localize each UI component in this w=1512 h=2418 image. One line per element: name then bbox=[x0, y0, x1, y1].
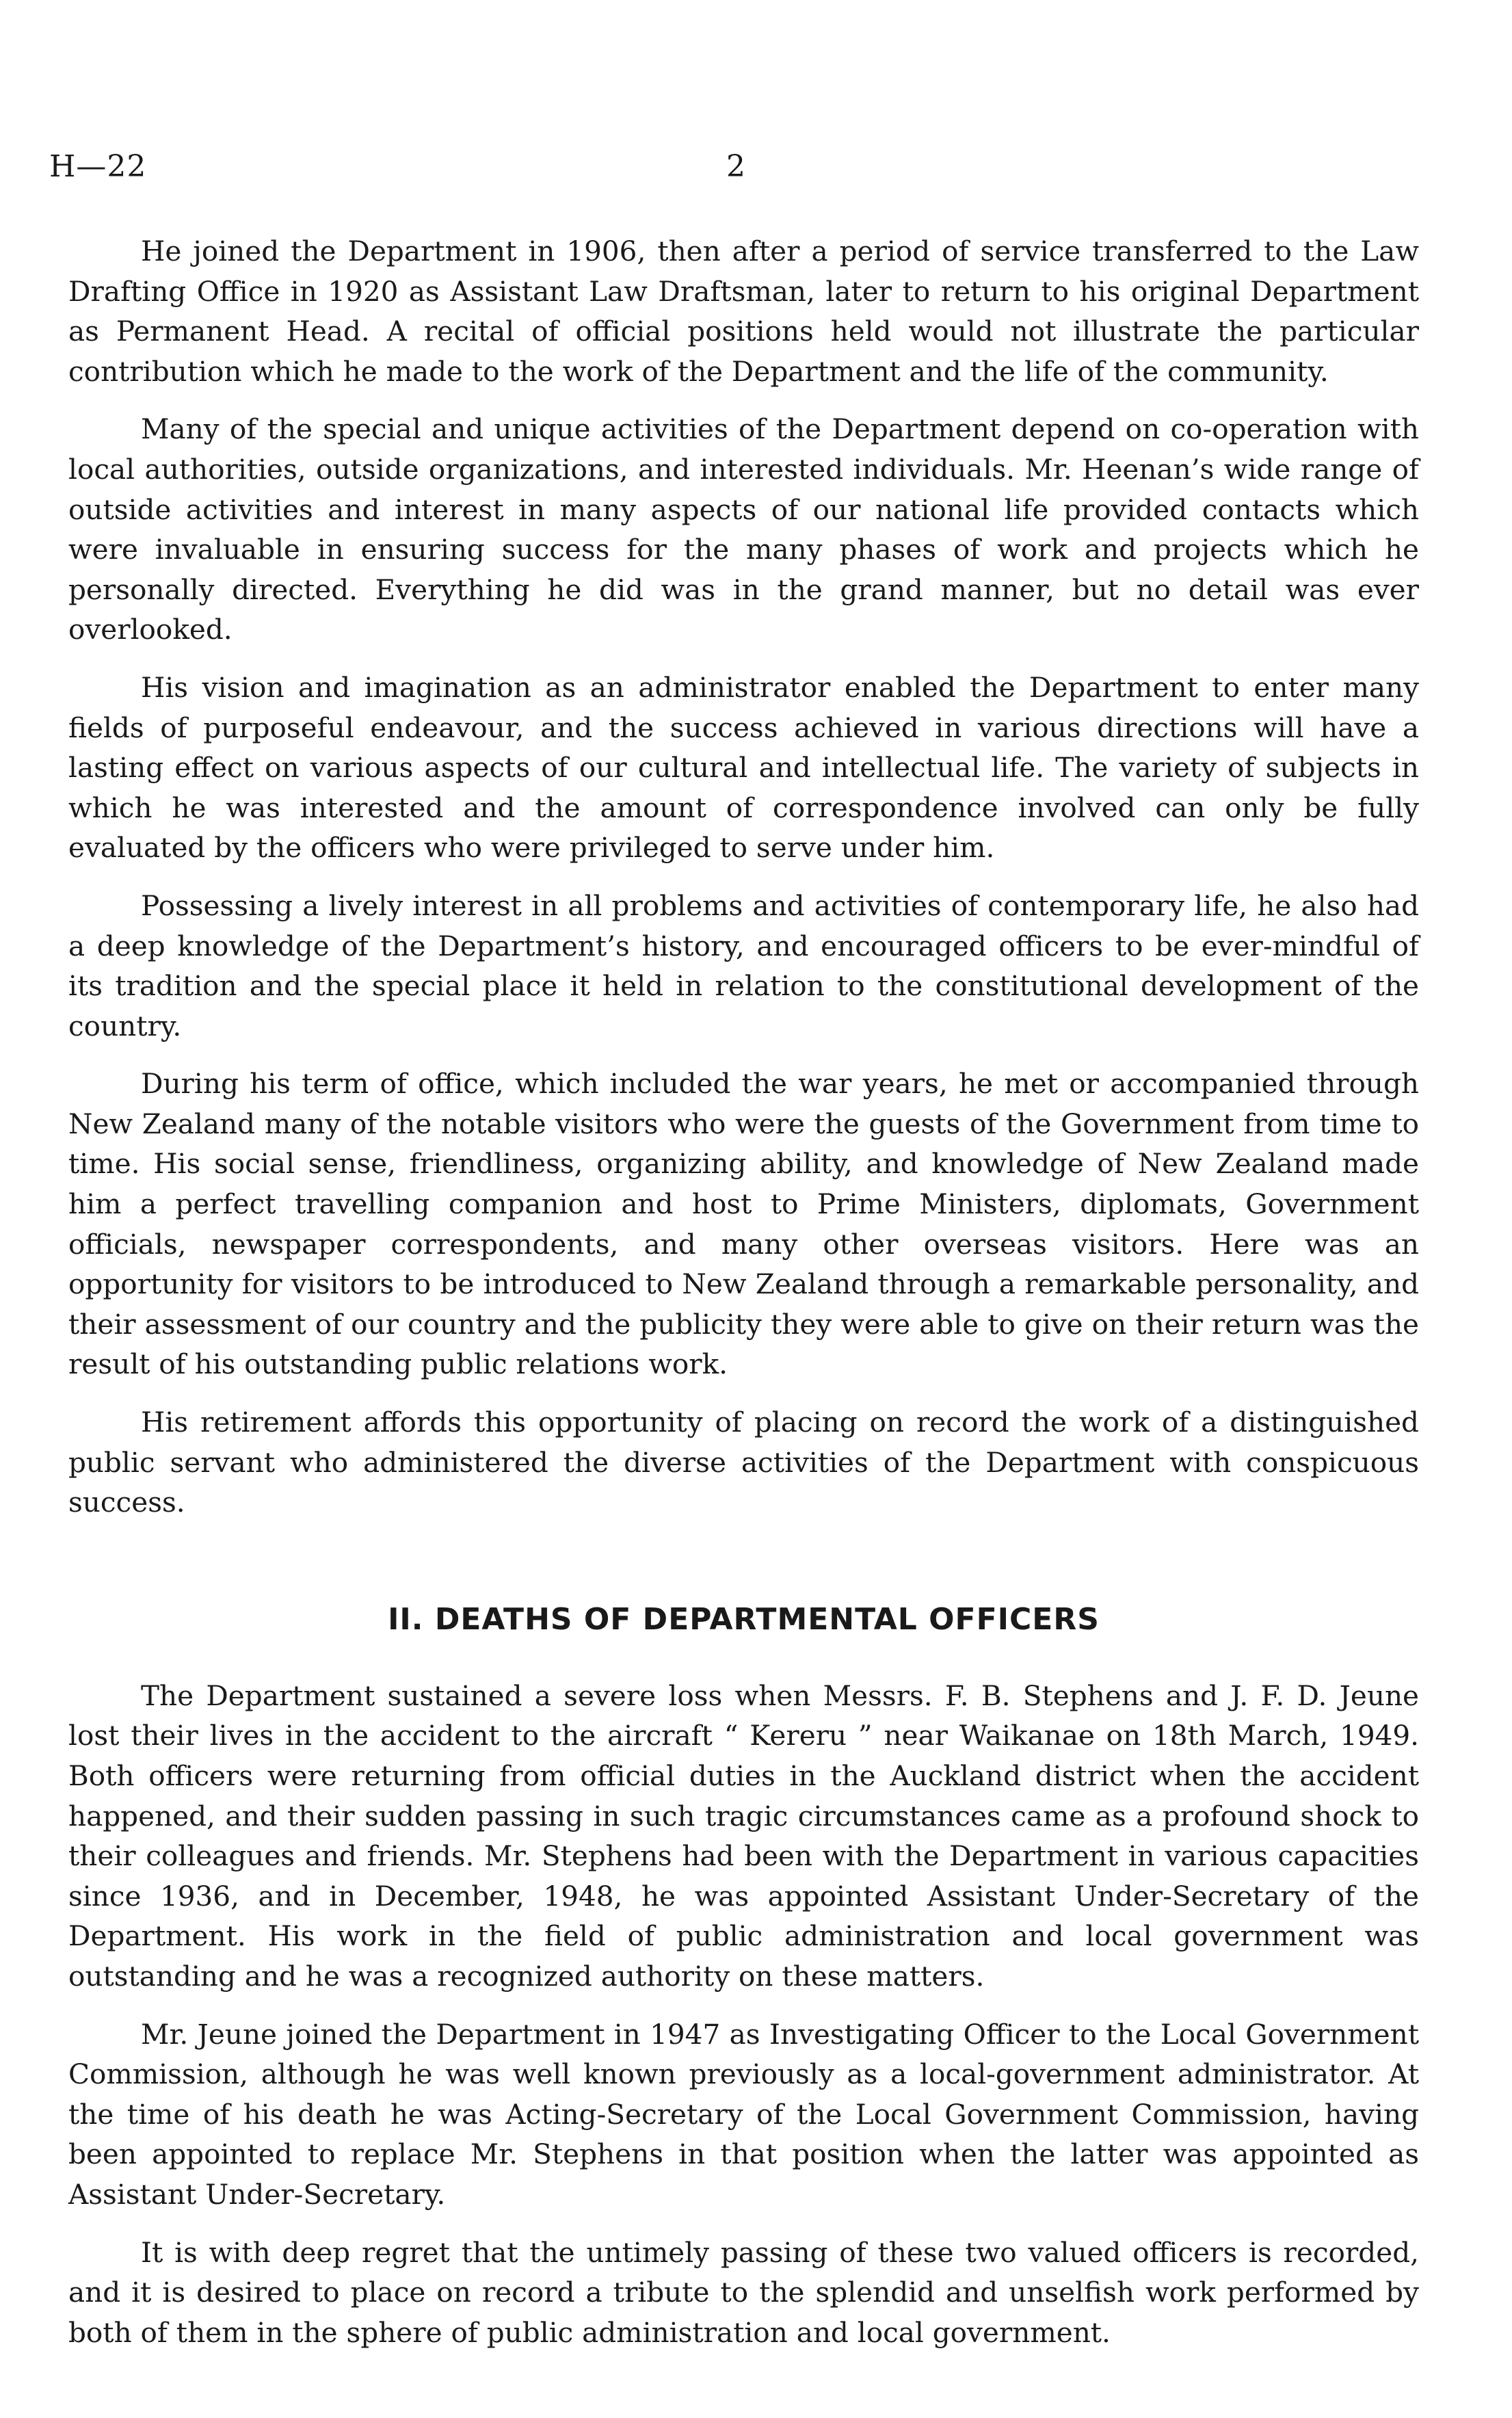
paragraph: His vision and imagination as an administrator enabled the Department to enter many fields of purposeful endeavour, and the success achieved in various directions will have a lasting effect on various aspects of our cultural and intellectual life. The variety of subjects in which he was interested and the amount of correspondence involved can only be fully evaluated by the officers who were privileged to serve under him. bbox=[68, 670, 1419, 865]
paragraph: During his term of office, which included the war years, he met or accompanied through New Zealand many of the notable visitors who were the guests of the Government from time to time. His social sense, friendliness, organizing ability, and knowledge of New Zealand made him a perfect travelling companion and host to Prime Ministers, diplomats, Government officials, newspaper correspondents, and many other overseas visitors. Here was an opportunity for visitors to be introduced to New Zealand through a remarkable personality, and their assessment of our country and the publicity they were able to give on their return was the result of his outstanding public relations work. bbox=[68, 1067, 1419, 1381]
section-title: DEATHS OF DEPARTMENTAL OFFICERS bbox=[434, 1601, 1100, 1637]
paragraph: His retirement affords this opportunity of placing on record the work of a distinguished public servant who administered the diverse activities of the Department with conspicuous success. bbox=[68, 1406, 1419, 1519]
paragraph: Mr. Jeune joined the Department in 1947 as Investigating Officer to the Local Government Commission, although he was well known previously as a local-government administrator. At the time of his death he was Acting-Secretary of the Local Government Commission, having been appointed to replace Mr. Stephens in that position when the latter was appointed as Assistant Under-Secretary. bbox=[68, 2017, 1419, 2211]
page-number: 2 bbox=[726, 149, 745, 184]
section-heading bbox=[68, 1601, 1419, 1637]
paragraph: Many of the special and unique activities of the Department depend on co-operation with local authorities, outside organizations, and interested individuals. Mr. Heenan’s wide range of outside activities and interest in many aspects of our national life provided contacts which were invaluable in ensuring success for the many phases of work and projects which he personally directed. Everything he did was in the grand manner, but no detail was ever overlooked. bbox=[68, 412, 1419, 646]
paragraph: The Department sustained a severe loss when Messrs. F. B. Stephens and J. F. D. Jeune lost their lives in the accident to the aircraft “ Kereru ” near Waikanae on 18th March, 1949. Both officers were returning from official duties in the Auckland district when the accident happened, and their sudden passing in such tragic circumstances came as a profound shock to their colleagues and friends. Mr. Stephens had been with the Department in various capacities since 1936, and in December, 1948, he was appointed Assistant Under-Secretary of the Department. His work in the field of public administration and local government was outstanding and he was a recognized authority on these matters. bbox=[68, 1679, 1419, 1993]
section-number: II. bbox=[388, 1601, 435, 1637]
paragraph: It is with deep regret that the untimely passing of these two valued officers is recorded, and it is desired to place on record a tribute to the splendid and unselfish work performed by both of them in the sphere of public administration and local government. bbox=[68, 2235, 1419, 2349]
body-text bbox=[68, 231, 1419, 2370]
paragraph: He joined the Department in 1906, then after a period of service transferred to the Law Drafting Office in 1920 as Assistant Law Draftsman, later to return to his original Department as Permanent Head. A recital of official positions held would not illustrate the particular contribution which he made to the work of the Department and the life of the community. bbox=[68, 235, 1419, 388]
document-reference: H—22 bbox=[49, 149, 147, 184]
paragraph: Possessing a lively interest in all problems and activities of contemporary life, he also had a deep knowledge of the Department’s history, and encouraged officers to be ever-mindful of its tradition and the special place it held in relation to the constitutional development of the country. bbox=[68, 889, 1419, 1042]
